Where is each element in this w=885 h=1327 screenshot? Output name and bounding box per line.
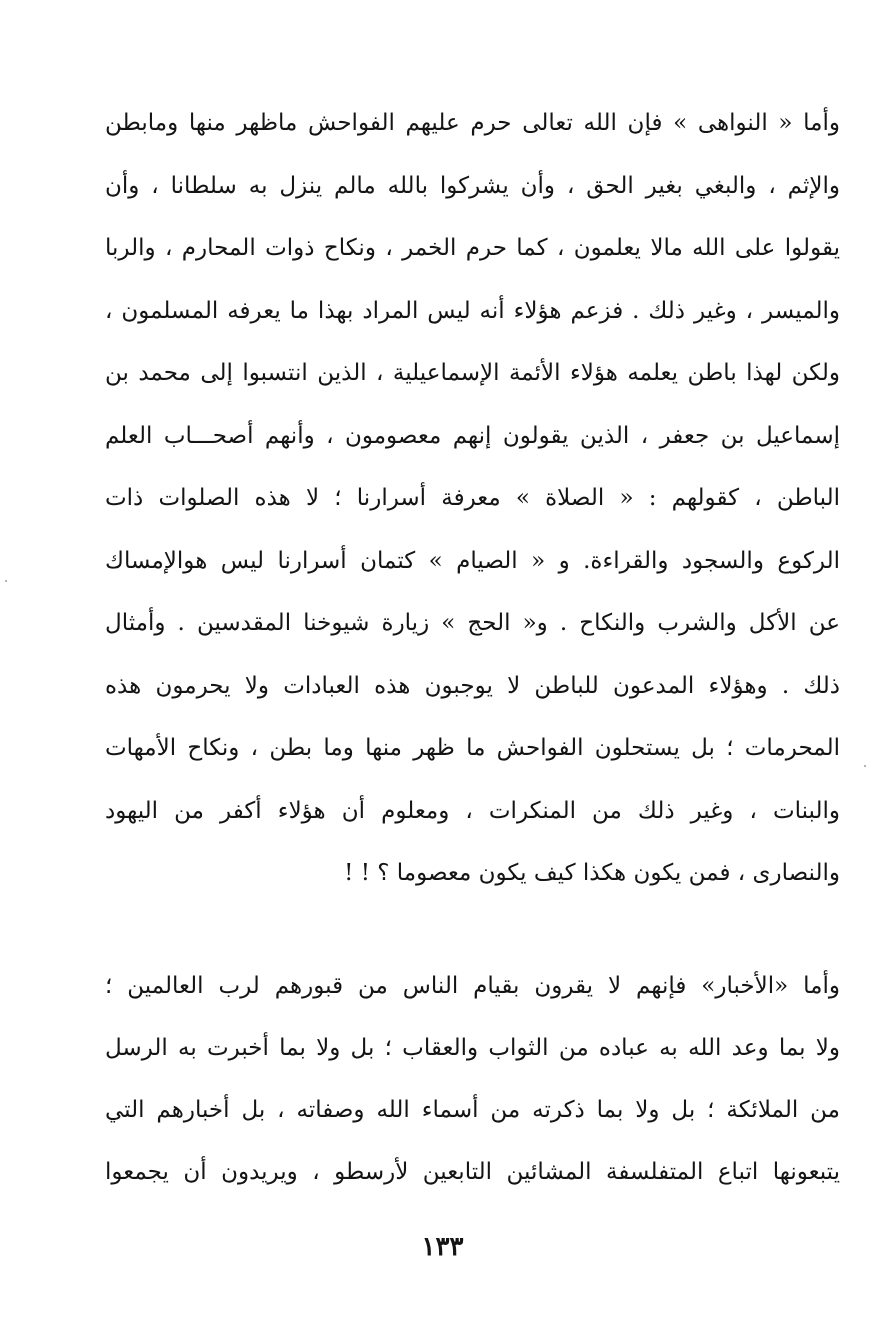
text-line: والإثم ، والبغي بغير الحق ، وأن يشركوا بالله مالم ينزل به سلطانا ، وأن xyxy=(105,172,840,199)
text-line: وأما « النواهى » فإن الله تعالى حرم عليهم الفواحش ماظهر منها ومابطن xyxy=(105,110,840,136)
text-line: وأما «الأخبار» فإنهم لا يقرون بقيام الناس من قبورهم لرب العالمين ؛ xyxy=(105,973,840,999)
text-line: والنصارى ، فمن يكون هكذا كيف يكون معصوما ؟ ! ! xyxy=(344,860,840,886)
scan-speck xyxy=(5,580,7,582)
text-line: ولا بما وعد الله به عباده من الثواب والعقاب ؛ بل ولا بما أخبرت به الرسل xyxy=(105,1035,840,1061)
text-line: يتبعونها اتباع المتفلسفة المشائين التابعين لأرسطو ، ويريدون أن يجمعوا xyxy=(105,1159,840,1185)
text-line: الركوع والسجود والقراءة. و « الصيام » كتمان أسرارنا ليس هوالإمساك xyxy=(105,547,840,574)
text-line: والميسر ، وغير ذلك . فزعم هؤلاء أنه ليس المراد بهذا ما يعرفه المسلمون ، xyxy=(105,297,840,324)
text-line: ذلك . وهؤلاء المدعون للباطن لا يوجبون هذه العبادات ولا يحرمون هذه xyxy=(105,672,840,699)
text-line: والبنات ، وغير ذلك من المنكرات ، ومعلوم أن هؤلاء أكفر من اليهود xyxy=(105,797,840,824)
text-line: المحرمات ؛ بل يستحلون الفواحش ما ظهر منها وما بطن ، ونكاح الأمهات xyxy=(105,735,840,761)
scan-speck xyxy=(864,765,866,767)
text-line: ولكن لهذا باطن يعلمه هؤلاء الأئمة الإسماعيلية ، الذين انتسبوا إلى محمد بن xyxy=(105,360,840,386)
text-line: من الملائكة ؛ بل ولا بما ذكرته من أسماء الله وصفاته ، بل أخبارهم التي xyxy=(105,1097,840,1123)
paragraph-akhbar xyxy=(105,955,840,1203)
page-number: ١٣٣ xyxy=(421,1232,464,1262)
text-line: الباطن ، كقولهم : « الصلاة » معرفة أسرارنا ؛ لا هذه الصلوات ذات xyxy=(105,485,840,511)
text-line: عن الأكل والشرب والنكاح . و« الحج » زيارة شيوخنا المقدسين . وأمثال xyxy=(105,610,840,636)
paragraph-nawahi xyxy=(105,92,840,905)
text-line: يقولوا على الله مالا يعلمون ، كما حرم الخمر ، ونكاح ذوات المحارم ، والربا xyxy=(105,235,840,261)
text-line: إسماعيل بن جعفر ، الذين يقولون إنهم معصومون ، وأنهم أصحـــاب العلم xyxy=(105,422,840,449)
